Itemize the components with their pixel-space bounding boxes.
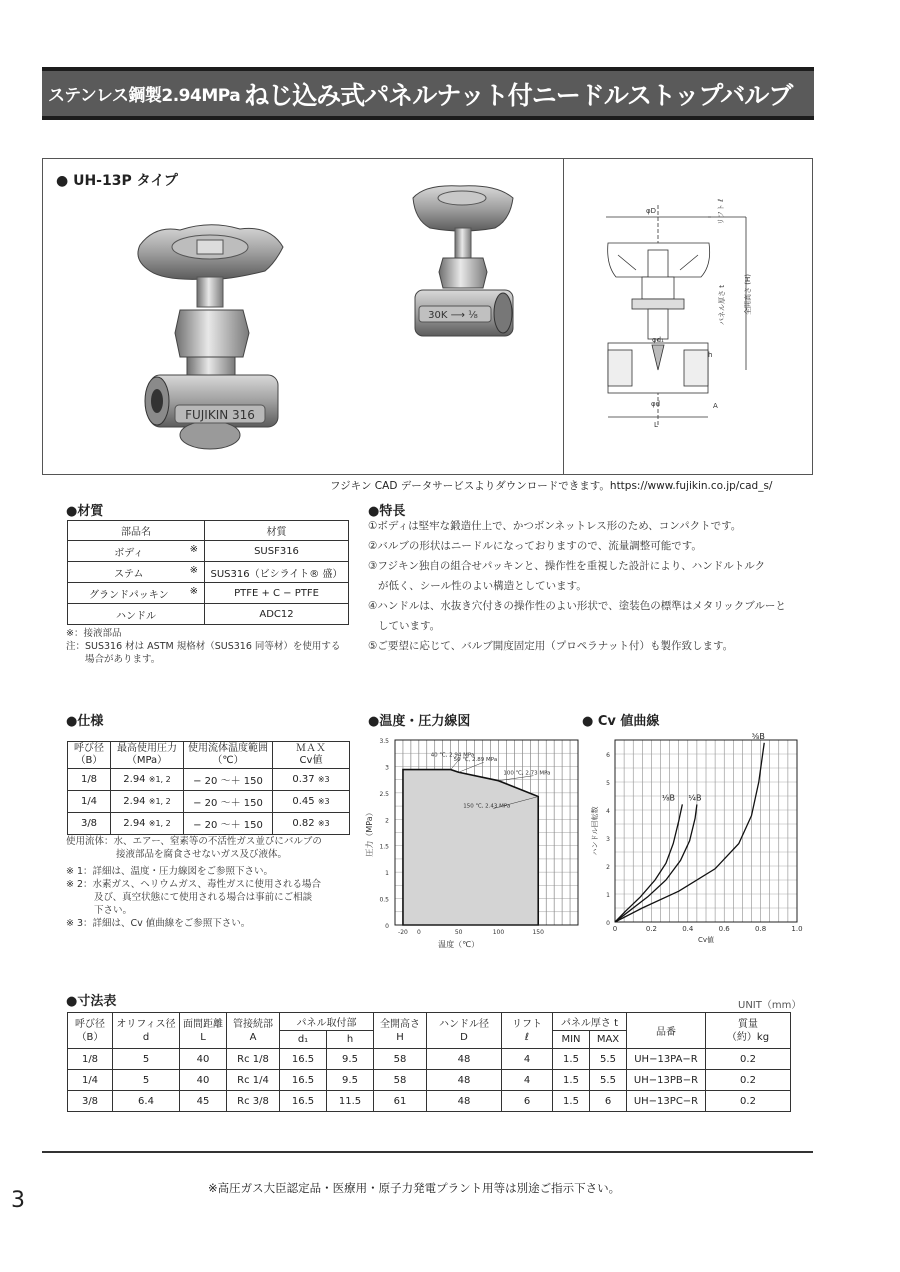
wetted-mark: ※ bbox=[189, 585, 198, 597]
annotation-leader bbox=[459, 762, 484, 772]
y-tick-label: 1 bbox=[385, 870, 389, 878]
y-tick-label: 0.5 bbox=[379, 896, 389, 904]
dim-cell: 5.5 bbox=[590, 1070, 627, 1091]
temperature-pressure-chart bbox=[360, 730, 580, 955]
dim-cell: 3/8 bbox=[68, 1091, 113, 1112]
dim-cell: 1.5 bbox=[553, 1091, 590, 1112]
photo2-marking: 30K ⟶ ¹⁄₈ bbox=[428, 310, 478, 321]
label-A: A bbox=[713, 402, 718, 410]
material-value: ADC12 bbox=[205, 604, 349, 625]
annotation-label: 100 ℃, 2.73 MPa bbox=[503, 770, 551, 777]
part-name: ハンドル bbox=[116, 610, 156, 622]
part-name: ステム bbox=[114, 568, 144, 580]
specs-header-pressure: 最高使用圧力 （MPa） bbox=[111, 742, 184, 769]
dim-cell: 4 bbox=[502, 1049, 553, 1070]
table-row: 3/8 2.94 ※1, 2 − 20 〜＋ 150 0.82 ※3 bbox=[68, 813, 350, 835]
y-tick-label: 1 bbox=[606, 892, 610, 899]
part-name: グランドパッキン bbox=[88, 589, 169, 601]
x-tick-label: 0 bbox=[416, 929, 421, 936]
dim-cell: 16.5 bbox=[280, 1091, 327, 1112]
dim-cell: 16.5 bbox=[280, 1070, 327, 1091]
cv-chart-title: ● Cv 値曲線 bbox=[582, 714, 660, 729]
annotation-label: 40 ℃, 2.94 MPa bbox=[430, 752, 475, 759]
features-heading: ●特長 bbox=[368, 504, 406, 519]
dim-cell: Rc 3/8 bbox=[227, 1091, 280, 1112]
dim-cell: UH−13PB−R bbox=[627, 1070, 706, 1091]
x-tick-label: 0.4 bbox=[682, 925, 694, 933]
note-line: 場合があります。 bbox=[85, 654, 161, 665]
materials-header-part: 部品名 bbox=[68, 521, 205, 541]
dim-header-mass: 質量 （約）kg bbox=[706, 1013, 791, 1049]
materials-heading: ●材質 bbox=[66, 504, 104, 519]
series-label: ¹⁄₈B bbox=[661, 793, 675, 803]
dim-header-panel: パネル取付部 bbox=[280, 1013, 374, 1031]
table-row bbox=[68, 1070, 791, 1091]
note-line: ※ 1：詳細は、温度・圧力線図をご参照下さい。 bbox=[66, 866, 274, 877]
feature-item: しています。 bbox=[378, 620, 441, 632]
label-phid1: φd₁ bbox=[652, 336, 664, 344]
specs-header-cv: ＭＡＸ Cv値 bbox=[273, 742, 350, 769]
y-tick-label: 2 bbox=[385, 817, 389, 825]
dim-cell: 1/4 bbox=[68, 1070, 113, 1091]
specs-heading: ●仕様 bbox=[66, 714, 104, 729]
x-tick-label: 50 bbox=[454, 929, 463, 936]
table-row bbox=[68, 562, 205, 583]
dim-cell: 5.5 bbox=[590, 1049, 627, 1070]
table-row bbox=[68, 1091, 791, 1112]
label-h: h bbox=[708, 351, 713, 359]
x-tick-label: 0.2 bbox=[645, 925, 657, 933]
figure-divider bbox=[563, 158, 564, 475]
type-label: ● UH-13P タイプ bbox=[56, 173, 178, 189]
dim-header-conn: 管接続部 A bbox=[227, 1013, 280, 1049]
label-panel-thickness: パネル厚さ t bbox=[718, 285, 726, 325]
y-tick-label: 3.5 bbox=[379, 738, 389, 745]
x-axis-label: Cv値 bbox=[697, 936, 715, 944]
note-line: ※：接液部品 bbox=[66, 628, 122, 639]
feature-item: が低く、シール性のよい構造としています。 bbox=[378, 580, 587, 592]
dim-cell: 0.2 bbox=[706, 1091, 791, 1112]
footer-note: ※高圧ガス大臣認定品・医療用・原子力発電プラント用等は別途ご指示下さい。 bbox=[208, 1181, 621, 1195]
dim-cell: 40 bbox=[180, 1070, 227, 1091]
material-value: SUS316（ビシライト® 盛） bbox=[205, 562, 349, 583]
y-tick-label: 2.5 bbox=[379, 790, 389, 798]
label-full-height: 全開高さ (H) bbox=[744, 274, 752, 315]
footer-rule bbox=[42, 1151, 813, 1153]
valve-photo-small bbox=[405, 180, 520, 340]
pressure-area bbox=[403, 770, 538, 925]
series-label: ¹⁄₄B bbox=[688, 793, 702, 803]
specs-header-temp: 使用流体温度範囲 （℃） bbox=[184, 742, 273, 769]
photo1-marking: FUJIKIN 316 bbox=[185, 408, 255, 422]
dim-cell: 9.5 bbox=[327, 1049, 374, 1070]
specs-header-size: 呼び径 （B） bbox=[68, 742, 111, 769]
materials-header-material: 材質 bbox=[205, 521, 349, 541]
material-value: PTFE + C − PTFE bbox=[205, 583, 349, 604]
dim-header-full: 全開高さ H bbox=[374, 1013, 427, 1049]
specs-notes bbox=[66, 835, 356, 930]
dim-cell: 58 bbox=[374, 1049, 427, 1070]
x-tick-label: 0 bbox=[612, 925, 618, 933]
title-bar bbox=[42, 67, 814, 120]
x-axis-label: 温度（℃） bbox=[438, 940, 480, 949]
y-tick-label: 2 bbox=[606, 864, 610, 871]
x-tick-label: -20 bbox=[398, 929, 408, 936]
cv-series-line bbox=[615, 804, 697, 922]
dim-cell: 4 bbox=[502, 1070, 553, 1091]
dimensions-table bbox=[67, 1012, 791, 1112]
dim-cell: 0.2 bbox=[706, 1070, 791, 1091]
dim-cell: 48 bbox=[427, 1070, 502, 1091]
dim-cell: 9.5 bbox=[327, 1070, 374, 1091]
dim-cell: 1.5 bbox=[553, 1049, 590, 1070]
cv-curve-chart bbox=[585, 730, 810, 955]
dim-cell: 16.5 bbox=[280, 1049, 327, 1070]
label-lift: リフト ℓ bbox=[717, 198, 725, 225]
x-tick-label: 1.0 bbox=[791, 925, 803, 933]
y-tick-label: 3 bbox=[606, 836, 610, 843]
series-label: ³⁄₈B bbox=[751, 731, 765, 741]
x-tick-label: 0.6 bbox=[718, 925, 730, 933]
dim-cell: 45 bbox=[180, 1091, 227, 1112]
annotation-label: 150 ℃, 2.43 MPa bbox=[463, 803, 511, 810]
specs-table bbox=[67, 741, 350, 835]
note-line: 下さい。 bbox=[94, 905, 133, 916]
dim-header-handle: ハンドル径 D bbox=[427, 1013, 502, 1049]
dimension-drawing bbox=[596, 195, 766, 435]
y-tick-label: 1.5 bbox=[379, 843, 389, 851]
dim-cell: Rc 1/8 bbox=[227, 1049, 280, 1070]
table-row bbox=[68, 1049, 791, 1070]
dim-header-orifice: オリフィス径 d bbox=[113, 1013, 180, 1049]
dim-cell: 0.2 bbox=[706, 1049, 791, 1070]
y-axis-label: ハンドル回転数 bbox=[591, 806, 599, 856]
table-row bbox=[68, 583, 205, 604]
y-tick-label: 4 bbox=[606, 808, 610, 815]
wetted-mark: ※ bbox=[189, 564, 198, 576]
annotation-label: 50 ℃, 2.89 MPa bbox=[453, 757, 498, 764]
label-phiD: φD bbox=[646, 207, 657, 215]
y-tick-label: 3 bbox=[385, 764, 389, 772]
cv-series-line bbox=[615, 743, 764, 922]
note-line: 及び、真空状態にて使用される場合は事前にご相談 bbox=[94, 892, 313, 903]
label-phid: φd bbox=[651, 400, 661, 408]
note-line: ※ 2：水素ガス、ヘリウムガス、毒性ガスに使用される場合 bbox=[66, 879, 321, 890]
dim-header-lift: リフト ℓ bbox=[502, 1013, 553, 1049]
dim-cell: 5 bbox=[113, 1070, 180, 1091]
note-line: 注：SUS316 材は ASTM 規格材（SUS316 同等材）を使用する bbox=[66, 641, 341, 652]
dim-cell: 6 bbox=[590, 1091, 627, 1112]
feature-item: ③フジキン独自の組合せパッキンと、操作性を重視した設計により、ハンドルトルク bbox=[368, 560, 766, 572]
feature-item: ②バルブの形状はニードルになっておりますので、流量調整可能です。 bbox=[368, 540, 702, 552]
dim-header-h: h bbox=[327, 1031, 374, 1049]
cad-note: フジキン CAD データサービスよりダウンロードできます。https://www.fujikin.co.jp/cad_s/ bbox=[330, 480, 773, 492]
dimensions-heading: ●寸法表 bbox=[66, 994, 117, 1009]
table-row: 1/4 2.94 ※1, 2 − 20 〜＋ 150 0.45 ※3 bbox=[68, 791, 350, 813]
feature-item: ①ボディは堅牢な鍛造仕上で、かつボンネットレス形のため、コンパクトです。 bbox=[368, 520, 742, 532]
dim-cell: 48 bbox=[427, 1049, 502, 1070]
table-row bbox=[68, 541, 205, 562]
material-value: SUSF316 bbox=[205, 541, 349, 562]
materials-table bbox=[67, 520, 349, 625]
dim-cell: 58 bbox=[374, 1070, 427, 1091]
y-tick-label: 6 bbox=[606, 752, 610, 759]
materials-notes bbox=[66, 627, 340, 666]
x-tick-label: 100 bbox=[492, 929, 505, 936]
y-axis-label: 圧力（MPa） bbox=[365, 808, 374, 857]
dim-cell: 6 bbox=[502, 1091, 553, 1112]
tp-chart-title: ●温度・圧力線図 bbox=[368, 714, 471, 729]
dim-header-length: 面間距離 L bbox=[180, 1013, 227, 1049]
note-line: 接液部品を腐食させないガス及び液体。 bbox=[116, 849, 288, 860]
title-main: ねじ込み式パネルナット付ニードルストップバルブ bbox=[244, 80, 793, 110]
dim-cell: 1/8 bbox=[68, 1049, 113, 1070]
table-row: 1/8 2.94 ※1, 2 − 20 〜＋ 150 0.37 ※3 bbox=[68, 769, 350, 791]
page-number: 3 bbox=[11, 1188, 25, 1213]
dim-cell: 1.5 bbox=[553, 1070, 590, 1091]
feature-item: ⑤ご要望に応じて、バルブ開度固定用（プロペラナット付）も製作致します。 bbox=[368, 640, 734, 652]
dim-cell: 5 bbox=[113, 1049, 180, 1070]
label-L: L bbox=[654, 421, 658, 429]
dim-header-part: 品番 bbox=[627, 1013, 706, 1049]
y-tick-label: 0 bbox=[606, 920, 610, 927]
dim-cell: UH−13PA−R bbox=[627, 1049, 706, 1070]
y-tick-label: 0 bbox=[385, 923, 389, 930]
features-list bbox=[368, 516, 818, 656]
dim-header-min: MIN bbox=[553, 1031, 590, 1049]
dim-header-max: MAX bbox=[590, 1031, 627, 1049]
dim-cell: UH−13PC−R bbox=[627, 1091, 706, 1112]
wetted-mark: ※ bbox=[189, 543, 198, 555]
y-tick-label: 5 bbox=[606, 780, 610, 787]
note-line: ※ 3：詳細は、Cv 値曲線をご参照下さい。 bbox=[66, 918, 251, 929]
dim-header-thickness: パネル厚さ t bbox=[553, 1013, 627, 1031]
part-name: ボディ bbox=[114, 547, 144, 559]
x-tick-label: 0.8 bbox=[755, 925, 767, 933]
table-row bbox=[68, 604, 205, 625]
dim-cell: 40 bbox=[180, 1049, 227, 1070]
feature-item: ④ハンドルは、水抜き穴付きの操作性のよい形状で、塗装色の標準はメタリックブルーと bbox=[368, 600, 786, 612]
dim-cell: 11.5 bbox=[327, 1091, 374, 1112]
valve-photo-large bbox=[125, 215, 295, 455]
dim-cell: 6.4 bbox=[113, 1091, 180, 1112]
dim-cell: 48 bbox=[427, 1091, 502, 1112]
dim-cell: 61 bbox=[374, 1091, 427, 1112]
dim-header-size: 呼び径 （B） bbox=[68, 1013, 113, 1049]
unit-label: UNIT（mm） bbox=[738, 1000, 802, 1011]
x-tick-label: 150 bbox=[532, 929, 544, 936]
dim-cell: Rc 1/4 bbox=[227, 1070, 280, 1091]
note-line: 使用流体：水、エアー、窒素等の不活性ガス並びにバルブの bbox=[66, 836, 322, 847]
title-prefix: ステンレス鋼製2.94MPa bbox=[48, 86, 241, 106]
dim-header-d1: d₁ bbox=[280, 1031, 327, 1049]
